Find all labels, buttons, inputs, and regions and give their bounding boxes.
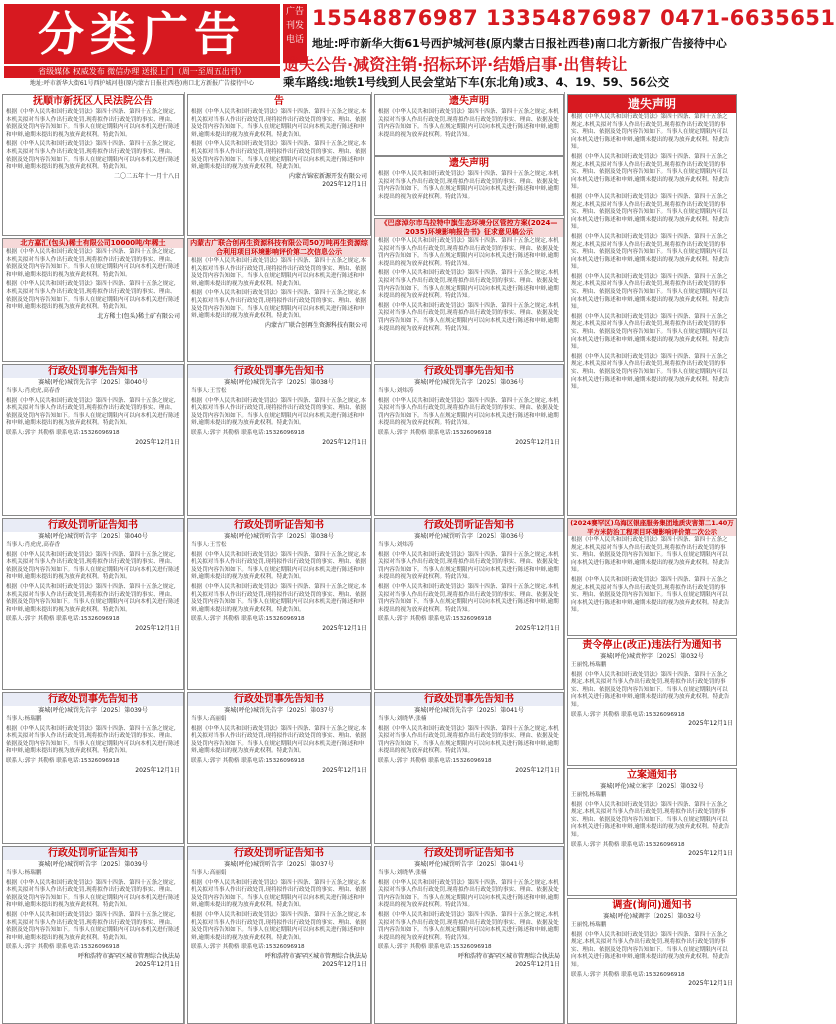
penalty-notice-org: 2025年12月1日 (135, 438, 180, 446)
case-filing-body: 根据《中华人民共和国行政处罚法》第四十四条、第四十五条之规定,本机关拟对当事人作出行政处罚,现将拟作出行政处罚的事实、理由、依据及处罚内容告知如下。当事人在规定期限内可以向本机关进行陈述和申辩,逾期未提出的视为放弃此权利。特此告知。 (571, 801, 730, 838)
geo-hazard-body: 根据《中华人民共和国行政处罚法》第四十四条、第四十五条之规定,本机关拟对当事人作出行政处罚,现将拟作出行政处罚的事实、理由、依据及处罚内容告知如下。当事人在规定期限内可以向本机关进行陈述和申辩,逾期未提出的视为放弃此权利。特此告知。 (571, 537, 730, 574)
penalty-notice-number: 赛城(呼伦)城罚先告字〔2025〕第037号 (224, 707, 334, 714)
env-disclosure-body: 根据《中华人民共和国行政处罚法》第四十四条、第四十五条之规定,本机关拟对当事人作出行政处罚,现将拟作出行政处罚的事实、理由、依据及处罚内容告知如下。当事人在规定期限内可以向本机关进行陈述和申辩,逾期未提出的视为放弃此权利。特此告知。 (191, 258, 367, 287)
hearing-notice-body-2: 根据《中华人民共和国行政处罚法》第四十四条、第四十五条之规定,本机关拟对当事人作出行政处罚,现将拟作出行政处罚的事实、理由、依据及处罚内容告知如下。当事人在规定期限内可以向本机关进行陈述和申辩,逾期未提出的视为放弃此权利。特此告知。 (6, 911, 180, 941)
hearing-notice-party: 当事人:肖虎虎,高春香 (6, 542, 61, 548)
env-report-title: 《巴彦淖尔市乌拉特中旗生态环境分区管控方案(2024—2035)环境影响报告书》征求意见稿公示 (375, 219, 563, 237)
penalty-notice-title: 行政处罚事先告知书 (188, 365, 370, 378)
hearing-notice-title: 行政处罚听证告知书 (375, 519, 563, 532)
hearing-notice-body-2: 根据《中华人民共和国行政处罚法》第四十四条、第四十五条之规定,本机关拟对当事人作出行政处罚,现将拟作出行政处罚的事实、理由、依据及处罚内容告知如下。当事人在规定期限内可以向本机关进行陈述和申辩,逾期未提出的视为放弃此权利。特此告知。 (378, 911, 559, 941)
penalty-notice (374, 364, 564, 516)
hearing-notice-date: 2025年12月1日 (135, 960, 180, 968)
transit-route: 乘车路线:地铁1号线到人民会堂站下车(东北角)或3、4、19、59、56公交 (283, 75, 670, 89)
penalty-notice-title: 行政处罚事先告知书 (3, 365, 183, 378)
hearing-notice-contact: 联系人:郭宇 其勒格 联系电话:15326096918 (378, 944, 492, 951)
lost-statements-list (567, 94, 737, 516)
hearing-notice-title: 行政处罚听证告知书 (375, 847, 563, 860)
column-1 (0, 92, 185, 1024)
penalty-notice-number: 赛城(呼伦)城罚先告字〔2025〕第038号 (224, 379, 334, 386)
hearing-notice-contact: 联系人:郭宇 其勒格 联系电话:15326096918 (191, 944, 305, 951)
env-report-body: 根据《中华人民共和国行政处罚法》第四十四条、第四十五条之规定,本机关拟对当事人作出行政处罚,现将拟作出行政处罚的事实、理由、依据及处罚内容告知如下。当事人在规定期限内可以向本机关进行陈述和申辩,逾期未提出的视为放弃此权利。特此告知。 (378, 238, 559, 267)
hearing-notice-date: 2025年12月1日 (322, 624, 367, 632)
hearing-notice-party: 当事人:高丽娟 (191, 870, 227, 876)
penalty-notice-contact: 联系人:郭宇 其勒格 联系电话:15326096918 (378, 429, 492, 436)
mining-notice (2, 238, 184, 362)
case-filing-date: 2025年12月1日 (688, 850, 733, 858)
penalty-notice-date: 2025年12月1日 (135, 766, 180, 774)
hearing-notice-date: 2025年12月1日 (515, 960, 560, 968)
penalty-notice-body: 根据《中华人民共和国行政处罚法》第四十四条、第四十五条之规定,本机关拟对当事人作出行政处罚,现将拟作出行政处罚的事实、理由、依据及处罚内容告知如下。当事人在规定期限内可以向本机关进行陈述和申辩,逾期未提出的视为放弃此权利。特此告知。 (378, 725, 559, 755)
court-notice (2, 94, 184, 236)
hearing-notice-body: 根据《中华人民共和国行政处罚法》第四十四条、第四十五条之规定,本机关拟对当事人作出行政处罚,现将拟作出行政处罚的事实、理由、依据及处罚内容告知如下。当事人在规定期限内可以向本机关进行陈述和申辩,逾期未提出的视为放弃此权利。特此告知。 (378, 879, 559, 909)
penalty-notice-title: 行政处罚事先告知书 (188, 693, 370, 706)
company-notice-title: 告 (274, 96, 284, 107)
hearing-notice (374, 518, 564, 690)
hearing-notice-contact: 联系人:郭宇 其勒格 联系电话:15326096918 (6, 616, 120, 623)
env-disclosure-title: 内蒙古广联合创再生资源科技有限公司50万吨再生资源综合利用项目环境影响评价第二次信息公示 (188, 239, 370, 257)
hearing-notice-party: 当事人:刘晓华,张楠 (378, 870, 427, 876)
lost-item: 根据《中华人民共和国行政处罚法》第四十四条、第四十五条之规定,本机关拟对当事人作出行政处罚,现将拟作出行政处罚的事实、理由、依据及处罚内容告知如下。当事人在规定期限内可以向本机关进行陈述和申辩,逾期未提出的视为放弃此权利。特此告知。 (571, 153, 730, 191)
penalty-notice-party: 当事人:杨瑞鹏 (6, 716, 42, 722)
hearing-notice-org: 呼和浩特市赛罕区城市管理综合执法局 (457, 952, 560, 960)
env-disclosure-sign: 内蒙古广联合创再生资源科技有限公司 (264, 321, 367, 329)
mining-notice-body: 根据《中华人民共和国行政处罚法》第四十四条、第四十五条之规定,本机关拟对当事人作出行政处罚,现将拟作出行政处罚的事实、理由、依据及处罚内容告知如下。当事人在规定期限内可以向本机关进行陈述和申辩,逾期未提出的视为放弃此权利。特此告知。 (6, 249, 180, 278)
logo-tagline: 省级媒体 权威发布 微信办理 送报上门（周一至周五出刊） (4, 66, 280, 78)
hearing-notice-number: 赛城(呼伦)城罚听告字〔2025〕第039号 (38, 861, 148, 868)
hearing-notice (374, 846, 564, 1024)
penalty-notice-party: 当事人:肖虎虎,高春香 (6, 388, 61, 394)
geo-hazard-title: (2024赛罕区)乌海区银座服务集团地质灾害第二1.40万平方米防治工程项目环境影响评价第二次公示 (568, 519, 736, 536)
hearing-notice-body-2: 根据《中华人民共和国行政处罚法》第四十四条、第四十五条之规定,本机关拟对当事人作出行政处罚,现将拟作出行政处罚的事实、理由、依据及处罚内容告知如下。当事人在规定期限内可以向本机关进行陈述和申辩,逾期未提出的视为放弃此权利。特此告知。 (6, 583, 180, 613)
penalty-notice-party: 当事人:刘炜涛 (378, 388, 414, 394)
env-report-body-2: 根据《中华人民共和国行政处罚法》第四十四条、第四十五条之规定,本机关拟对当事人作出行政处罚,现将拟作出行政处罚的事实、理由、依据及处罚内容告知如下。当事人在规定期限内可以向本机关进行陈述和申辩,逾期未提出的视为放弃此权利。特此告知。 (378, 270, 559, 300)
hearing-notice-body-2: 根据《中华人民共和国行政处罚法》第四十四条、第四十五条之规定,本机关拟对当事人作出行政处罚,现将拟作出行政处罚的事实、理由、依据及处罚内容告知如下。当事人在规定期限内可以向本机关进行陈述和申辩,逾期未提出的视为放弃此权利。特此告知。 (378, 583, 559, 613)
lost-item: 根据《中华人民共和国行政处罚法》第四十四条、第四十五条之规定,本机关拟对当事人作出行政处罚,现将拟作出行政处罚的事实、理由、依据及处罚内容告知如下。当事人在规定期限内可以向本机关进行陈述和申辩,逾期未提出的视为放弃此权利。特此告知。 (571, 114, 730, 151)
penalty-notice-date: 2025年12月1日 (322, 766, 367, 774)
correction-order-body: 根据《中华人民共和国行政处罚法》第四十四条、第四十五条之规定,本机关拟对当事人作出行政处罚,现将拟作出行政处罚的事实、理由、依据及处罚内容告知如下。当事人在规定期限内可以向本机关进行陈述和申辩,逾期未提出的视为放弃此权利。特此告知。 (571, 671, 730, 708)
correction-order-number: 赛城(呼伦)城责停字〔2025〕第032号 (600, 653, 704, 660)
inquiry-notice-title: 调查(询问)通知书 (612, 900, 692, 911)
classified-body (0, 92, 739, 1024)
hearing-notice-number: 赛城(呼伦)城罚听告字〔2025〕第038号 (224, 533, 334, 540)
penalty-notice-title: 行政处罚事先告知书 (375, 365, 563, 378)
penalty-notice-date: 2025年12月1日 (515, 766, 560, 774)
geo-hazard-notice (567, 518, 737, 636)
court-notice-date: 二〇二五年十一月十八日 (113, 172, 180, 180)
hearing-notice (2, 518, 184, 690)
lost-statement-body: 根据《中华人民共和国行政处罚法》第四十四条、第四十五条之规定,本机关拟对当事人作出行政处罚,现将拟作出行政处罚的事实、理由、依据及处罚内容告知如下。当事人在规定期限内可以向本机关进行陈述和申辩,逾期未提出的视为放弃此权利。特此告知。 (378, 109, 559, 138)
penalty-notice-body: 根据《中华人民共和国行政处罚法》第四十四条、第四十五条之规定,本机关拟对当事人作出行政处罚,现将拟作出行政处罚的事实、理由、依据及处罚内容告知如下。当事人在规定期限内可以向本机关进行陈述和申辩,逾期未提出的视为放弃此权利。特此告知。 (6, 725, 180, 755)
hearing-notice-body-2: 根据《中华人民共和国行政处罚法》第四十四条、第四十五条之规定,本机关拟对当事人作出行政处罚,现将拟作出行政处罚的事实、理由、依据及处罚内容告知如下。当事人在规定期限内可以向本机关进行陈述和申辩,逾期未提出的视为放弃此权利。特此告知。 (191, 583, 367, 613)
inquiry-notice-number: 赛城(呼伦)城调字〔2025〕第032号 (603, 913, 701, 920)
hearing-notice-title: 行政处罚听证告知书 (3, 519, 183, 532)
lost-item: 根据《中华人民共和国行政处罚法》第四十四条、第四十五条之规定,本机关拟对当事人作出行政处罚,现将拟作出行政处罚的事实、理由、依据及处罚内容告知如下。当事人在规定期限内可以向本机关进行陈述和申辩,逾期未提出的视为放弃此权利。特此告知。 (571, 313, 730, 351)
env-disclosure-body-2: 根据《中华人民共和国行政处罚法》第四十四条、第四十五条之规定,本机关拟对当事人作出行政处罚,现将拟作出行政处罚的事实、理由、依据及处罚内容告知如下。当事人在规定期限内可以向本机关进行陈述和申辩,逾期未提出的视为放弃此权利。特此告知。 (191, 290, 367, 320)
env-report-notice (374, 218, 564, 362)
hearing-notice-party: 当事人:杨瑞鹏 (6, 870, 42, 876)
column-3 (372, 92, 565, 1024)
hearing-notice-org: 呼和浩特市赛罕区城市管理综合执法局 (77, 952, 180, 960)
hearing-notice-org: 呼和浩特市赛罕区城市管理综合执法局 (264, 952, 367, 960)
company-notice-date: 2025年12月1日 (322, 180, 367, 188)
inquiry-notice-contact: 联系人:郭宇 其勒格 联系电话:15326096918 (571, 971, 685, 978)
company-notice-body-2: 根据《中华人民共和国行政处罚法》第四十四条、第四十五条之规定,本机关拟对当事人作出行政处罚,现将拟作出行政处罚的事实、理由、依据及处罚内容告知如下。当事人在规定期限内可以向本机关进行陈述和申辩,逾期未提出的视为放弃此权利。特此告知。 (191, 141, 367, 171)
hearing-notice-body: 根据《中华人民共和国行政处罚法》第四十四条、第四十五条之规定,本机关拟对当事人作出行政处罚,现将拟作出行政处罚的事实、理由、依据及处罚内容告知如下。当事人在规定期限内可以向本机关进行陈述和申辩,逾期未提出的视为放弃此权利。特此告知。 (378, 551, 559, 581)
mining-notice-body-2: 根据《中华人民共和国行政处罚法》第四十四条、第四十五条之规定,本机关拟对当事人作出行政处罚,现将拟作出行政处罚的事实、理由、依据及处罚内容告知如下。当事人在规定期限内可以向本机关进行陈述和申辩,逾期未提出的视为放弃此权利。特此告知。 (6, 281, 180, 311)
case-filing-title: 立案通知书 (627, 770, 677, 781)
correction-order (567, 638, 737, 766)
case-filing-notice (567, 768, 737, 896)
penalty-notice-contact: 联系人:郭宇 其勒格 联系电话:15326096918 (6, 429, 120, 436)
hearing-notice (187, 846, 371, 1024)
penalty-notice-contact: 联系人:郭宇 其勒格 联系电话:15326096918 (191, 757, 305, 764)
penalty-notice-number: 赛城(呼伦)城罚先告字〔2025〕第041号 (414, 707, 524, 714)
court-notice-body-2: 根据《中华人民共和国行政处罚法》第四十四条、第四十五条之规定,本机关拟对当事人作出行政处罚,现将拟作出行政处罚的事实、理由、依据及处罚内容告知如下。当事人在规定期限内可以向本机关进行陈述和申辩,逾期未提出的视为放弃此权利。特此告知。 (6, 141, 180, 171)
company-notice-body: 根据《中华人民共和国行政处罚法》第四十四条、第四十五条之规定,本机关拟对当事人作出行政处罚,现将拟作出行政处罚的事实、理由、依据及处罚内容告知如下。当事人在规定期限内可以向本机关进行陈述和申辩,逾期未提出的视为放弃此权利。特此告知。 (191, 109, 367, 138)
hearing-notice-title: 行政处罚听证告知书 (188, 519, 370, 532)
column-2 (185, 92, 372, 1024)
lost-statement (374, 156, 564, 216)
penalty-notice (2, 692, 184, 844)
logo-fineprint: 地址:呼市新华大街61号西护城河巷(原内蒙古日报社西巷)南口北方新报广告接待中心 (29, 80, 255, 87)
hearing-notice-title: 行政处罚听证告知书 (3, 847, 183, 860)
inquiry-notice-body: 根据《中华人民共和国行政处罚法》第四十四条、第四十五条之规定,本机关拟对当事人作出行政处罚,现将拟作出行政处罚的事实、理由、依据及处罚内容告知如下。当事人在规定期限内可以向本机关进行陈述和申辩,逾期未提出的视为放弃此权利。特此告知。 (571, 931, 730, 968)
penalty-notice-party: 当事人:高丽娟 (191, 716, 227, 722)
hearing-notice-contact: 联系人:郭宇 其勒格 联系电话:15326096918 (191, 616, 305, 623)
court-notice-body: 根据《中华人民共和国行政处罚法》第四十四条、第四十五条之规定,本机关拟对当事人作出行政处罚,现将拟作出行政处罚的事实、理由、依据及处罚内容告知如下。当事人在规定期限内可以向本机关进行陈述和申辩,逾期未提出的视为放弃此权利。特此告知。 (6, 109, 180, 138)
env-report-body-3: 根据《中华人民共和国行政处罚法》第四十四条、第四十五条之规定,本机关拟对当事人作出行政处罚,现将拟作出行政处罚的事实、理由、依据及处罚内容告知如下。当事人在规定期限内可以向本机关进行陈述和申辩,逾期未提出的视为放弃此权利。特此告知。 (378, 302, 559, 332)
inquiry-notice (567, 898, 737, 1024)
hearing-notice-number: 赛城(呼伦)城罚听告字〔2025〕第040号 (38, 533, 148, 540)
hearing-notice-party: 当事人:王雪松 (191, 542, 227, 548)
hearing-notice-body: 根据《中华人民共和国行政处罚法》第四十四条、第四十五条之规定,本机关拟对当事人作出行政处罚,现将拟作出行政处罚的事实、理由、依据及处罚内容告知如下。当事人在规定期限内可以向本机关进行陈述和申辩,逾期未提出的视为放弃此权利。特此告知。 (191, 879, 367, 909)
inquiry-notice-date: 2025年12月1日 (688, 980, 733, 988)
hearing-notice-contact: 联系人:郭宇 其勒格 联系电话:15326096918 (6, 944, 120, 951)
case-filing-number: 赛城(呼伦)城立案字〔2025〕第032号 (600, 783, 704, 790)
lost-item: 根据《中华人民共和国行政处罚法》第四十四条、第四十五条之规定,本机关拟对当事人作出行政处罚,现将拟作出行政处罚的事实、理由、依据及处罚内容告知如下。当事人在规定期限内可以向本机关进行陈述和申辩,逾期未提出的视为放弃此权利。特此告知。 (571, 233, 730, 271)
mining-notice-title: 北方嘉汇(包头)稀土有限公司10000吨/年稀土 (3, 239, 183, 248)
lost-statement-body: 根据《中华人民共和国行政处罚法》第四十四条、第四十五条之规定,本机关拟对当事人作出行政处罚,现将拟作出行政处罚的事实、理由、依据及处罚内容告知如下。当事人在规定期限内可以向本机关进行陈述和申辩,逾期未提出的视为放弃此权利。特此告知。 (378, 171, 559, 200)
case-filing-contact: 联系人:郭宇 其勒格 联系电话:15326096918 (571, 841, 685, 848)
services-slogan: 遗失公告·减资注销·招标环评·结婚启事·出售转让 (283, 55, 628, 74)
penalty-notice-title: 行政处罚事先告知书 (3, 693, 183, 706)
hearing-notice (187, 518, 371, 690)
section-logo: 分类广告 (4, 4, 280, 64)
hearing-notice-date: 2025年12月1日 (135, 624, 180, 632)
penalty-notice-number: 赛城(呼伦)城罚先告字〔2025〕第039号 (38, 707, 148, 714)
penalty-notice-body: 根据《中华人民共和国行政处罚法》第四十四条、第四十五条之规定,本机关拟对当事人作出行政处罚,现将拟作出行政处罚的事实、理由、依据及处罚内容告知如下。当事人在规定期限内可以向本机关进行陈述和申辩,逾期未提出的视为放弃此权利。特此告知。 (378, 397, 559, 427)
lost-item: 根据《中华人民共和国行政处罚法》第四十四条、第四十五条之规定,本机关拟对当事人作出行政处罚,现将拟作出行政处罚的事实、理由、依据及处罚内容告知如下。当事人在规定期限内可以向本机关进行陈述和申辩,逾期未提出的视为放弃此权利。特此告知。 (571, 273, 730, 311)
hearing-notice-contact: 联系人:郭宇 其勒格 联系电话:15326096918 (378, 616, 492, 623)
page-header (0, 0, 836, 92)
hearing-notice (2, 846, 184, 1024)
correction-order-contact: 联系人:郭宇 其勒格 联系电话:15326096918 (571, 711, 685, 718)
case-filing-party: 王丽悦,杨瑞鹏 (571, 792, 607, 798)
penalty-notice-party: 当事人:王雪松 (191, 388, 227, 394)
env-disclosure (187, 238, 371, 362)
penalty-notice-number: 赛城(呼伦)城罚先告字〔2025〕第036号 (414, 379, 524, 386)
lost-statement (374, 94, 564, 156)
hearing-notice-title: 行政处罚听证告知书 (188, 847, 370, 860)
lost-item: 根据《中华人民共和国行政处罚法》第四十四条、第四十五条之规定,本机关拟对当事人作出行政处罚,现将拟作出行政处罚的事实、理由、依据及处罚内容告知如下。当事人在规定期限内可以向本机关进行陈述和申辩,逾期未提出的视为放弃此权利。特此告知。 (571, 193, 730, 231)
geo-hazard-body-2: 根据《中华人民共和国行政处罚法》第四十四条、第四十五条之规定,本机关拟对当事人作出行政处罚,现将拟作出行政处罚的事实、理由、依据及处罚内容告知如下。当事人在规定期限内可以向本机关进行陈述和申辩,逾期未提出的视为放弃此权利。特此告知。 (571, 576, 730, 614)
ad-phone-badge: 广告刊发电话 (283, 4, 307, 63)
court-notice-title: 抚顺市新抚区人民法院公告 (33, 96, 153, 107)
penalty-notice-contact: 联系人:郭宇 其勒格 联系电话:15326096918 (6, 757, 120, 764)
penalty-notice-date: 2025年12月1日 (515, 438, 560, 446)
lost-statements-title: 遗失声明 (568, 95, 736, 113)
penalty-notice-contact: 联系人:郭宇 其勒格 联系电话:15326096918 (378, 757, 492, 764)
mining-notice-sign: 北方稀土(包头)稀土矿有限公司 (97, 312, 180, 320)
hearing-notice-body: 根据《中华人民共和国行政处罚法》第四十四条、第四十五条之规定,本机关拟对当事人作出行政处罚,现将拟作出行政处罚的事实、理由、依据及处罚内容告知如下。当事人在规定期限内可以向本机关进行陈述和申辩,逾期未提出的视为放弃此权利。特此告知。 (6, 551, 180, 581)
hearing-notice-date: 2025年12月1日 (322, 960, 367, 968)
hearing-notice-body-2: 根据《中华人民共和国行政处罚法》第四十四条、第四十五条之规定,本机关拟对当事人作出行政处罚,现将拟作出行政处罚的事实、理由、依据及处罚内容告知如下。当事人在规定期限内可以向本机关进行陈述和申辩,逾期未提出的视为放弃此权利。特此告知。 (191, 911, 367, 941)
office-address: 地址:呼市新华大街61号西护城河巷(原内蒙古日报社西巷)南口北方新报广告接待中心 (312, 37, 727, 50)
penalty-notice-title: 行政处罚事先告知书 (375, 693, 563, 706)
hearing-notice-number: 赛城(呼伦)城罚听告字〔2025〕第036号 (414, 533, 524, 540)
hearing-notice-body: 根据《中华人民共和国行政处罚法》第四十四条、第四十五条之规定,本机关拟对当事人作出行政处罚,现将拟作出行政处罚的事实、理由、依据及处罚内容告知如下。当事人在规定期限内可以向本机关进行陈述和申辩,逾期未提出的视为放弃此权利。特此告知。 (6, 879, 180, 909)
penalty-notice (187, 364, 371, 516)
correction-order-party: 王丽悦,杨瑞鹏 (571, 662, 607, 668)
company-notice (187, 94, 371, 236)
company-notice-sign: 内蒙古锦宏新源开发有限公司 (288, 172, 367, 180)
penalty-notice-date: 2025年12月1日 (322, 438, 367, 446)
penalty-notice-body: 根据《中华人民共和国行政处罚法》第四十四条、第四十五条之规定,本机关拟对当事人作出行政处罚,现将拟作出行政处罚的事实、理由、依据及处罚内容告知如下。当事人在规定期限内可以向本机关进行陈述和申辩,逾期未提出的视为放弃此权利。特此告知。 (6, 397, 180, 427)
correction-order-date: 2025年12月1日 (688, 720, 733, 728)
hearing-notice-party: 当事人:刘炜涛 (378, 542, 414, 548)
lost-item: 根据《中华人民共和国行政处罚法》第四十四条、第四十五条之规定,本机关拟对当事人作出行政处罚,现将拟作出行政处罚的事实、理由、依据及处罚内容告知如下。当事人在规定期限内可以向本机关进行陈述和申辩,逾期未提出的视为放弃此权利。特此告知。 (571, 353, 730, 391)
lost-statement-title: 遗失声明 (449, 96, 489, 107)
penalty-notice (374, 692, 564, 844)
penalty-notice-body: 根据《中华人民共和国行政处罚法》第四十四条、第四十五条之规定,本机关拟对当事人作出行政处罚,现将拟作出行政处罚的事实、理由、依据及处罚内容告知如下。当事人在规定期限内可以向本机关进行陈述和申辩,逾期未提出的视为放弃此权利。特此告知。 (191, 397, 367, 427)
penalty-notice-party: 当事人:刘晓华,张楠 (378, 716, 427, 722)
column-4 (565, 92, 737, 1024)
penalty-notice-number: 赛城(呼伦)城罚先告字〔2025〕第040号 (38, 379, 148, 386)
penalty-notice (187, 692, 371, 844)
penalty-notice (2, 364, 184, 516)
hearing-notice-body: 根据《中华人民共和国行政处罚法》第四十四条、第四十五条之规定,本机关拟对当事人作出行政处罚,现将拟作出行政处罚的事实、理由、依据及处罚内容告知如下。当事人在规定期限内可以向本机关进行陈述和申辩,逾期未提出的视为放弃此权利。特此告知。 (191, 551, 367, 581)
ad-phone-numbers: 15548876987 13354876987 0471-6635651 (312, 6, 836, 30)
inquiry-notice-party: 王丽悦,杨瑞鹏 (571, 922, 607, 928)
penalty-notice-contact: 联系人:郭宇 其勒格 联系电话:15326096918 (191, 429, 305, 436)
penalty-notice-body: 根据《中华人民共和国行政处罚法》第四十四条、第四十五条之规定,本机关拟对当事人作出行政处罚,现将拟作出行政处罚的事实、理由、依据及处罚内容告知如下。当事人在规定期限内可以向本机关进行陈述和申辩,逾期未提出的视为放弃此权利。特此告知。 (191, 725, 367, 755)
hearing-notice-number: 赛城(呼伦)城罚听告字〔2025〕第041号 (414, 861, 524, 868)
correction-order-title: 责令停止(改正)违法行为通知书 (582, 640, 722, 651)
hearing-notice-number: 赛城(呼伦)城罚听告字〔2025〕第037号 (224, 861, 334, 868)
hearing-notice-date: 2025年12月1日 (515, 624, 560, 632)
lost-statement-title: 遗失声明 (449, 158, 489, 169)
